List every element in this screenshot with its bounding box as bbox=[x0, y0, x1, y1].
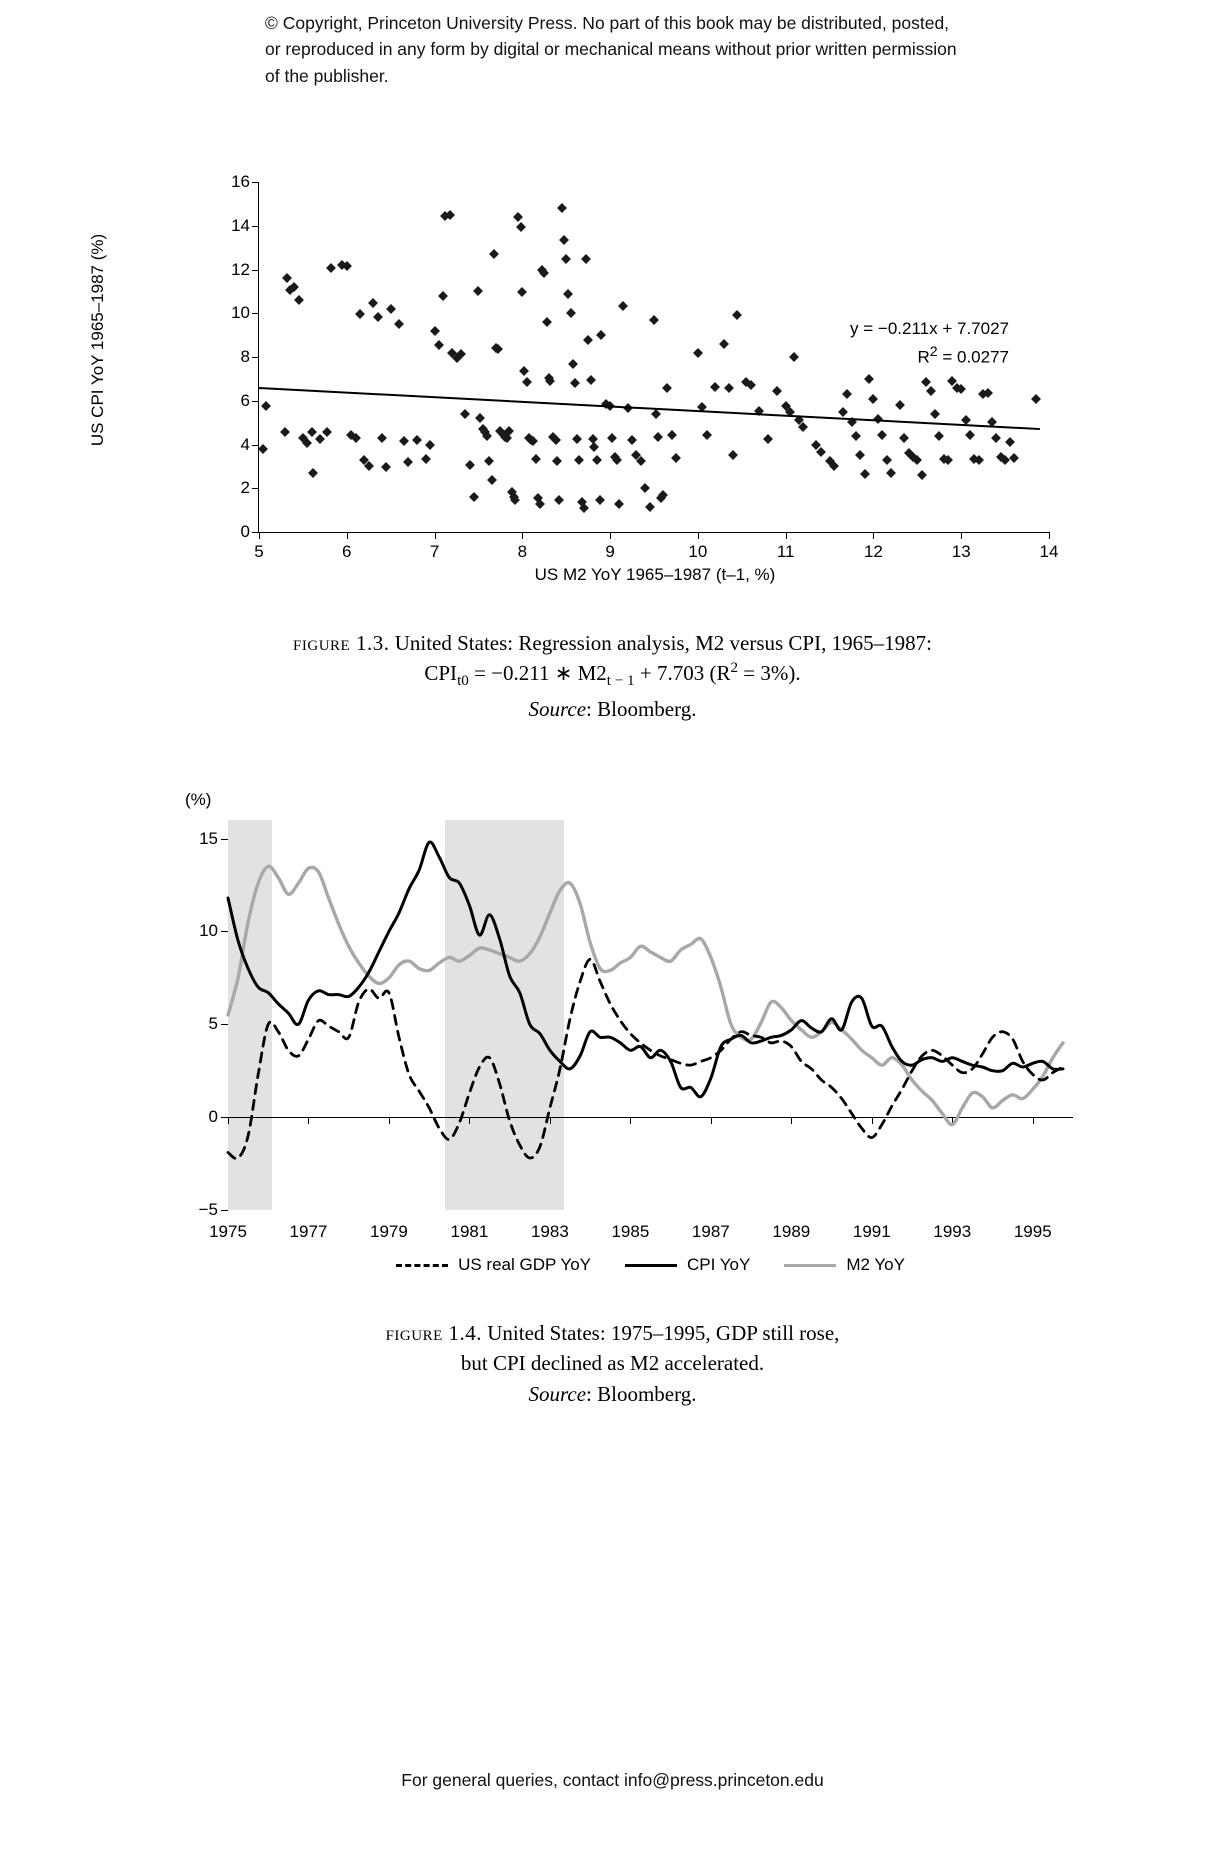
fig13-data-point bbox=[728, 450, 738, 460]
fig13-data-point bbox=[627, 435, 637, 445]
fig13-data-point bbox=[261, 401, 271, 411]
fig13-x-tick-label: 13 bbox=[951, 542, 971, 561]
fig13-data-point bbox=[607, 433, 617, 443]
fig13-caption-number: figure 1.3. bbox=[293, 631, 390, 655]
fig13-data-point bbox=[829, 461, 839, 471]
fig13-data-point bbox=[403, 457, 413, 467]
fig13-y-tick-label: 10 bbox=[231, 303, 250, 323]
fig13-data-point bbox=[868, 394, 878, 404]
fig13-y-axis-label: US CPI YoY 1965–1987 (%) bbox=[88, 233, 107, 447]
fig13-data-point bbox=[618, 301, 628, 311]
fig13-data-point bbox=[772, 386, 782, 396]
fig13-data-point bbox=[662, 383, 672, 393]
fig13-data-point bbox=[763, 434, 773, 444]
fig13-data-point bbox=[589, 442, 599, 452]
fig13-data-point bbox=[649, 315, 659, 325]
fig13-data-point bbox=[864, 374, 874, 384]
fig13-x-tick-label: 14 bbox=[1039, 542, 1059, 561]
fig13-data-point bbox=[539, 268, 549, 278]
fig13-data-point bbox=[926, 386, 936, 396]
fig13-data-point bbox=[355, 309, 365, 319]
fig13-data-point bbox=[473, 286, 483, 296]
fig13-data-point bbox=[667, 430, 677, 440]
fig13-x-tick-mark bbox=[698, 532, 699, 539]
fig13-data-point bbox=[308, 468, 318, 478]
fig13-x-tick-mark bbox=[347, 532, 348, 539]
fig13-data-point bbox=[399, 436, 409, 446]
fig13-data-point bbox=[434, 340, 444, 350]
fig13-y-tick-mark bbox=[252, 401, 259, 402]
fig13-data-point bbox=[710, 382, 720, 392]
fig14-legend-label-gdp: US real GDP YoY bbox=[458, 1255, 591, 1274]
fig14-y-tick-mark bbox=[221, 1024, 228, 1025]
fig13-x-tick-mark bbox=[522, 532, 523, 539]
fig13-data-point bbox=[557, 203, 567, 213]
fig13-data-point bbox=[421, 454, 431, 464]
fig13-plot-area bbox=[231, 172, 1059, 561]
fig13-x-axis-label: US M2 YoY 1965–1987 (t–1, %) bbox=[534, 565, 776, 584]
fig13-y-tick-mark bbox=[252, 357, 259, 358]
fig13-y-tick-mark bbox=[252, 270, 259, 271]
copyright-notice: © Copyright, Princeton University Press. No part of this book may be distributed, posted, or reproduced in any form by digital or mechanical means without prior written permission of the publisher. bbox=[265, 13, 957, 86]
fig13-data-point bbox=[465, 460, 475, 470]
fig13-data-point bbox=[671, 453, 681, 463]
fig13-data-point bbox=[917, 470, 927, 480]
fig14-series-layer bbox=[228, 820, 1073, 1210]
fig13-data-point bbox=[315, 434, 325, 444]
fig13-data-point bbox=[489, 249, 499, 259]
fig13-data-point bbox=[965, 430, 975, 440]
fig14-y-tick-label: 0 bbox=[208, 1107, 218, 1127]
fig13-data-point bbox=[614, 499, 624, 509]
fig13-data-point bbox=[394, 319, 404, 329]
fig13-y-tick-mark bbox=[252, 313, 259, 314]
fig13-x-tick-mark bbox=[435, 532, 436, 539]
fig14-x-tick-label: 1975 bbox=[209, 1222, 247, 1241]
fig13-x-tick-label: 9 bbox=[605, 542, 615, 561]
fig13-y-tick-mark bbox=[252, 226, 259, 227]
fig13-data-point bbox=[323, 428, 333, 438]
fig13-data-point bbox=[469, 492, 479, 502]
fig13-regression-annotation bbox=[850, 317, 1009, 370]
fig13-data-point bbox=[651, 409, 661, 419]
fig13-data-point bbox=[855, 450, 865, 460]
gray-line-icon bbox=[784, 1264, 836, 1267]
fig13-data-point bbox=[377, 433, 387, 443]
fig14-caption-number: figure 1.4. bbox=[385, 1321, 483, 1345]
fig13-x-tick-label: 7 bbox=[429, 542, 440, 561]
fig14-x-tick-label: 1987 bbox=[691, 1222, 730, 1241]
fig13-data-point bbox=[592, 455, 602, 465]
fig13-x-tick-label: 12 bbox=[863, 542, 883, 561]
fig13-data-point bbox=[895, 400, 905, 410]
fig13-data-point bbox=[513, 212, 523, 222]
fig13-caption-line1: United States: Regression analysis, M2 versus CPI, 1965–1987: bbox=[394, 631, 932, 655]
fig14-y-tick-label: 5 bbox=[208, 1014, 218, 1034]
fig13-data-point bbox=[930, 409, 940, 419]
fig14-series-line bbox=[228, 842, 1063, 1097]
fig13-data-point bbox=[528, 436, 538, 446]
fig13-data-point bbox=[302, 438, 312, 448]
fig13-x-tick-mark bbox=[610, 532, 611, 539]
fig13-data-point bbox=[798, 422, 808, 432]
fig13-data-point bbox=[1009, 453, 1019, 463]
dashed-line-icon bbox=[396, 1264, 448, 1267]
fig13-y-tick-label: 12 bbox=[231, 259, 250, 279]
fig14-x-tick-label: 1977 bbox=[289, 1222, 328, 1241]
fig13-data-point bbox=[566, 308, 576, 318]
fig13-data-point bbox=[542, 317, 552, 327]
fig13-data-point bbox=[364, 461, 374, 471]
fig13-equation-text: y = −0.211x + 7.7027 bbox=[850, 319, 1009, 338]
fig13-data-point bbox=[899, 433, 909, 443]
fig14-y-tick-label: −5 bbox=[198, 1200, 218, 1219]
fig13-data-point bbox=[572, 434, 582, 444]
fig13-data-point bbox=[860, 469, 870, 479]
fig13-data-point bbox=[583, 335, 593, 345]
fig13-x-tick-mark bbox=[786, 532, 787, 539]
fig13-data-point bbox=[531, 454, 541, 464]
fig13-x-tick-mark bbox=[1049, 532, 1050, 539]
fig13-data-point bbox=[568, 359, 578, 369]
fig13-y-tick-label: 0 bbox=[240, 522, 250, 541]
fig14-x-tick-label: 1981 bbox=[450, 1222, 489, 1241]
fig14-legend-item-m2 bbox=[784, 1255, 905, 1275]
fig13-caption-equation: $CPI_{t0} = -0.211$ ∗ $M2_{t - 1} + 7.703$ $(R^2 = 3\%)$. bbox=[424, 660, 801, 690]
figure-1-3-scatter-chart bbox=[0, 150, 1225, 620]
fig14-legend-label-cpi: CPI YoY bbox=[687, 1255, 751, 1274]
figure-1-3-caption bbox=[0, 628, 1225, 724]
fig13-data-point bbox=[596, 330, 606, 340]
fig13-data-point bbox=[640, 483, 650, 493]
fig13-data-point bbox=[851, 431, 861, 441]
fig13-data-point bbox=[484, 456, 494, 466]
fig14-legend-label-m2: M2 YoY bbox=[846, 1255, 905, 1274]
fig14-series-line bbox=[228, 866, 1063, 1124]
fig13-data-point bbox=[719, 339, 729, 349]
page-footer: For general queries, contact info@press.princeton.edu bbox=[401, 1770, 824, 1790]
fig13-data-point bbox=[430, 326, 440, 336]
fig13-data-point bbox=[438, 291, 448, 301]
fig14-y-tick-mark bbox=[221, 1117, 228, 1118]
fig14-y-tick-mark bbox=[221, 839, 228, 840]
fig13-x-tick-label: 11 bbox=[776, 542, 795, 561]
fig13-y-tick-mark bbox=[252, 488, 259, 489]
fig13-y-tick-label: 2 bbox=[240, 478, 250, 498]
fig13-x-tick-label: 8 bbox=[517, 542, 528, 561]
fig13-data-point bbox=[280, 428, 290, 438]
fig13-trendline bbox=[259, 387, 1040, 430]
fig13-caption-source: Source: Bloomberg. bbox=[528, 696, 697, 721]
fig13-data-point bbox=[574, 455, 584, 465]
fig13-data-point bbox=[789, 352, 799, 362]
fig13-data-point bbox=[560, 235, 570, 245]
fig13-data-point bbox=[724, 383, 734, 393]
fig13-data-point bbox=[487, 475, 497, 485]
fig14-x-tick-label: 1985 bbox=[611, 1222, 650, 1241]
fig14-legend-item-gdp bbox=[396, 1255, 591, 1275]
fig13-data-point bbox=[552, 456, 562, 466]
fig13-data-point bbox=[702, 430, 712, 440]
fig13-data-point bbox=[645, 502, 655, 512]
fig13-y-tick-mark bbox=[252, 445, 259, 446]
fig13-data-point bbox=[1031, 394, 1041, 404]
fig13-data-point bbox=[1005, 437, 1015, 447]
fig13-data-point bbox=[282, 273, 292, 283]
fig13-data-point bbox=[882, 455, 892, 465]
fig13-data-point bbox=[693, 348, 703, 358]
fig13-data-point bbox=[581, 254, 591, 264]
fig13-data-point bbox=[519, 366, 529, 376]
fig13-data-point bbox=[307, 428, 317, 438]
fig13-data-point bbox=[326, 263, 336, 273]
fig13-r2-text: $R^2 = 0.0277$ bbox=[917, 343, 1009, 367]
fig13-data-point bbox=[816, 447, 826, 457]
fig13-x-tick-mark bbox=[259, 532, 260, 539]
fig13-data-point bbox=[412, 435, 422, 445]
fig13-data-point bbox=[516, 222, 526, 232]
fig13-y-tick-label: 6 bbox=[240, 390, 250, 410]
fig13-data-point bbox=[934, 431, 944, 441]
fig13-x-tick-mark bbox=[873, 532, 874, 539]
fig14-y-tick-mark bbox=[221, 931, 228, 932]
fig13-data-point bbox=[381, 463, 391, 473]
fig13-y-tick-label: 16 bbox=[231, 172, 250, 191]
fig14-x-tick-label: 1993 bbox=[933, 1222, 972, 1241]
fig13-y-tick-label: 8 bbox=[240, 347, 250, 366]
fig14-caption-line1: United States: 1975–1995, GDP still rose, bbox=[487, 1321, 840, 1345]
fig13-data-point bbox=[493, 344, 503, 354]
fig14-y-tick-label: 10 bbox=[199, 921, 218, 941]
fig13-data-point bbox=[595, 495, 605, 505]
fig13-data-point bbox=[886, 468, 896, 478]
fig13-data-point bbox=[991, 433, 1001, 443]
fig13-data-point bbox=[732, 310, 742, 320]
fig14-y-tick-label: 15 bbox=[199, 828, 218, 848]
fig13-data-point bbox=[563, 289, 573, 299]
fig13-x-tick-mark bbox=[961, 532, 962, 539]
fig13-data-point bbox=[460, 409, 470, 419]
figure-1-4-caption bbox=[0, 1318, 1225, 1409]
fig13-x-tick-label: 10 bbox=[688, 542, 708, 561]
fig13-data-point bbox=[517, 288, 527, 298]
fig14-unit-label: (%) bbox=[185, 790, 212, 809]
fig14-caption-source: Source: Bloomberg. bbox=[528, 1381, 697, 1406]
fig13-data-point bbox=[386, 304, 396, 314]
fig13-data-point bbox=[561, 254, 571, 264]
fig13-data-point bbox=[522, 377, 532, 387]
fig14-x-tick-label: 1983 bbox=[530, 1222, 569, 1241]
fig13-data-point bbox=[842, 389, 852, 399]
fig14-legend-item-cpi bbox=[625, 1255, 750, 1275]
fig13-data-point bbox=[373, 312, 383, 322]
fig13-y-tick-mark bbox=[252, 182, 259, 183]
fig13-data-point bbox=[258, 444, 268, 454]
fig14-plot-area bbox=[198, 820, 1073, 1241]
fig13-data-point bbox=[294, 295, 304, 305]
fig13-data-point bbox=[570, 378, 580, 388]
figure-1-4-line-chart bbox=[0, 790, 1225, 1310]
fig13-data-point bbox=[912, 455, 922, 465]
fig14-caption-line2: but CPI declined as M2 accelerated. bbox=[460, 1351, 765, 1376]
fig14-x-tick-label: 1991 bbox=[852, 1222, 891, 1241]
fig13-data-point bbox=[425, 440, 435, 450]
fig13-y-tick-label: 4 bbox=[240, 434, 250, 454]
fig14-x-tick-label: 1979 bbox=[370, 1222, 408, 1241]
fig13-data-point bbox=[475, 413, 485, 423]
fig13-data-point bbox=[653, 432, 663, 442]
fig14-x-tick-label: 1995 bbox=[1013, 1222, 1052, 1241]
fig13-data-point bbox=[877, 430, 887, 440]
fig13-y-tick-label: 14 bbox=[231, 215, 250, 235]
fig13-data-point bbox=[368, 298, 378, 308]
fig14-x-tick-label: 1989 bbox=[772, 1222, 811, 1241]
fig13-data-point bbox=[838, 407, 848, 417]
fig13-data-point bbox=[554, 495, 564, 505]
solid-line-icon bbox=[625, 1264, 677, 1267]
fig14-legend bbox=[228, 1255, 1073, 1275]
fig13-data-point bbox=[586, 375, 596, 385]
fig13-x-tick-label: 5 bbox=[254, 542, 264, 561]
fig13-x-tick-label: 6 bbox=[342, 542, 352, 561]
